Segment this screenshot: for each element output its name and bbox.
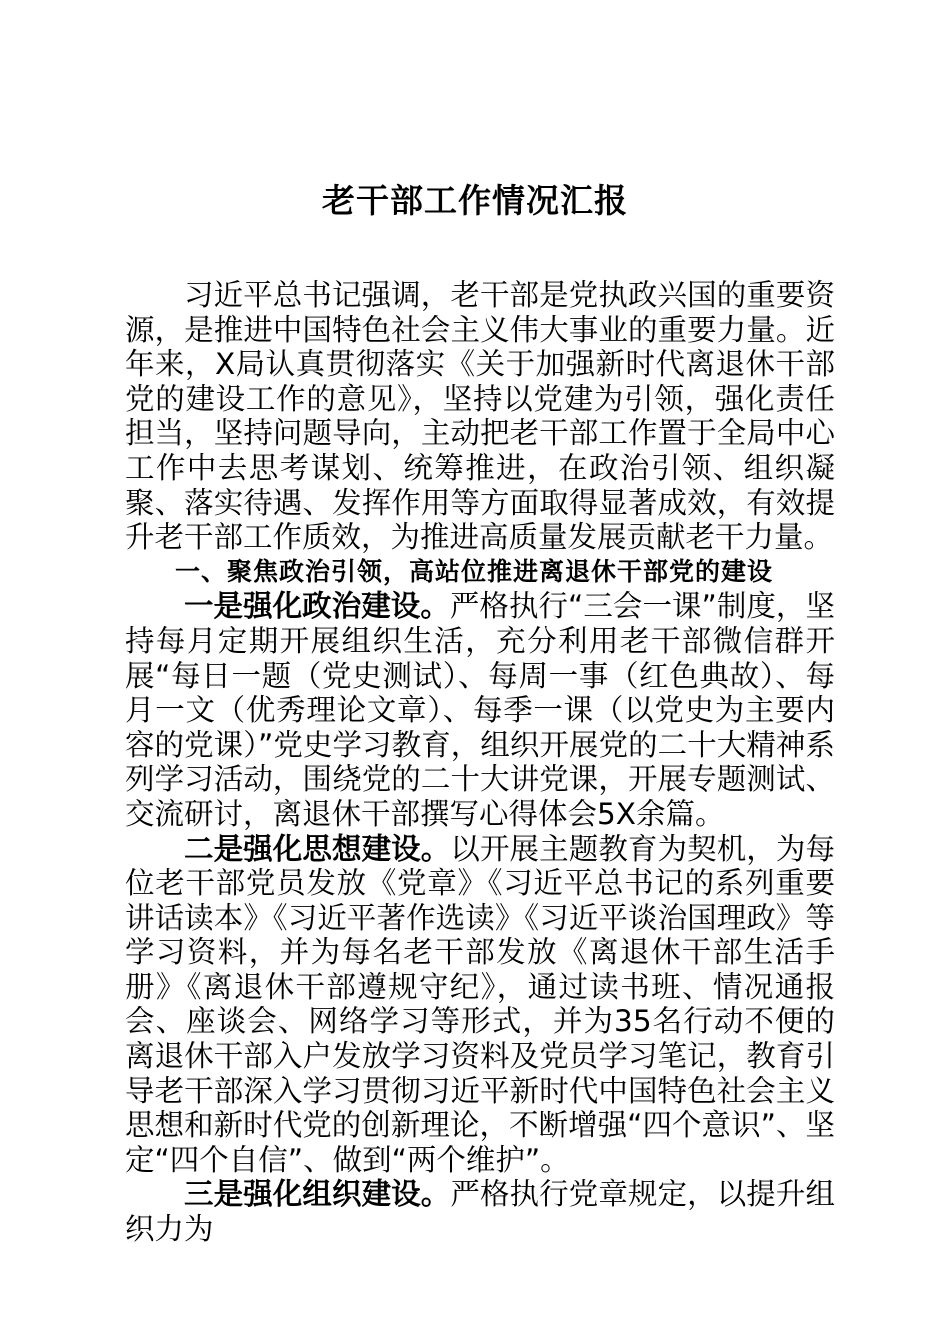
- paragraph-text: 以开展主题教育为契机，为每位老干部党员发放《党章》《习近平总书记的系列重要讲话读本》《习近平著作选读》《习近平谈治国理政》等学习资料，并为每名老干部发放《离退休干部生活手册》《离退休干部遵规守纪》，通过读书班、情况通报会、座谈会、网络学习等形式，并为35名行动不便的离退休干部入户发放学习资料及党员学习笔记，教育引导老干部深入学习贯彻习近平新时代中国特色社会主义思想和新时代党的创新理论，不断增强“四个意识”、坚定“四个自信”、做到“两个维护”。: [125, 831, 835, 1177]
- paragraph-item: [125, 832, 835, 1178]
- paragraph-item: [125, 1177, 835, 1246]
- paragraph-item: [125, 589, 835, 831]
- document-body: [125, 278, 835, 1247]
- paragraph-lead: 三是强化组织建设。: [184, 1177, 451, 1212]
- paragraph-text: 严格执行“三会一课”制度，坚持每月定期开展组织生活，充分利用老干部微信群开展“每日一题（党史测试）、每周一事（红色典故）、每月一文（优秀理论文章）、每季一课（以党史为主要内容的党课）”党史学习教育，组织开展党的二十大精神系列学习活动，围绕党的二十大讲党课，开展专题测试、交流研讨，离退休干部撰写心得体会5X余篇。: [125, 589, 835, 831]
- section-heading: 一、聚焦政治引领，高站位推进离退休干部党的建设: [175, 556, 774, 586]
- intro-paragraph: 习近平总书记强调，老干部是党执政兴国的重要资源，是推进中国特色社会主义伟大事业的重要力量。近年来，X局认真贯彻落实《关于加强新时代离退休干部党的建设工作的意见》，坚持以党建为引领，强化责任担当，坚持问题导向，主动把老干部工作置于全局中心工作中去思考谋划、统筹推进，在政治引领、组织凝聚、落实待遇、发挥作用等方面取得显著成效，有效提升老干部工作质效，为推进高质量发展贡献老干力量。: [125, 278, 835, 555]
- paragraph-lead: 一是强化政治建设。: [184, 589, 450, 624]
- paragraph-text: 严格执行党章规定，以提升组织力为: [125, 1177, 835, 1247]
- paragraph-lead: 二是强化思想建设。: [184, 831, 451, 866]
- document-title: 老干部工作情况汇报: [322, 181, 628, 220]
